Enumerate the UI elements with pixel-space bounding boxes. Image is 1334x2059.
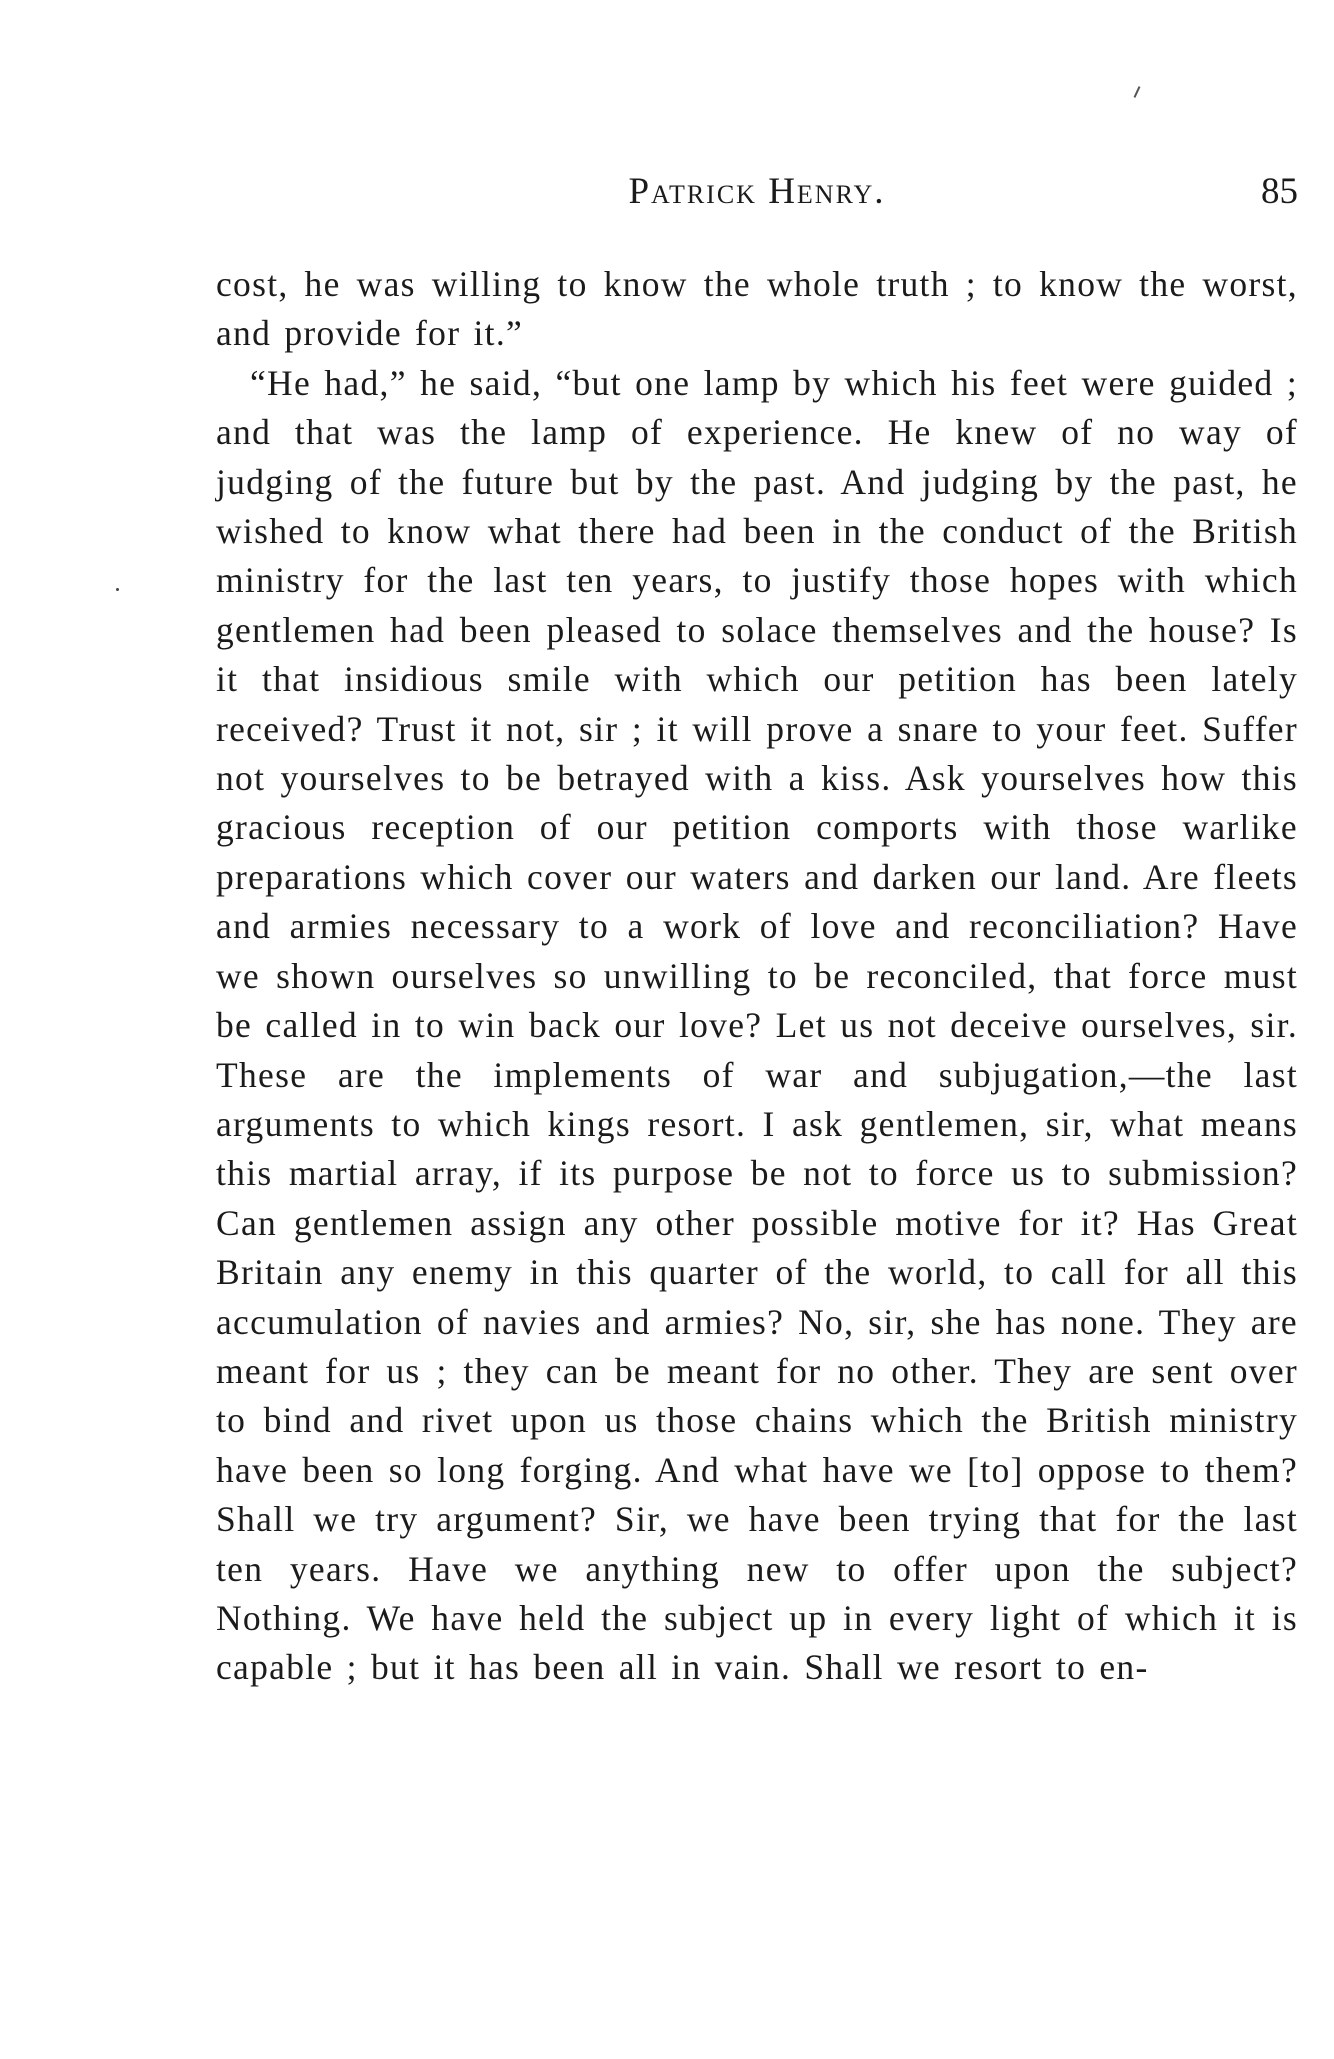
scan-speck [116,588,119,591]
paragraph-speech: “He had,” he said, “but one lamp by which his feet were guided ; and that was the lamp of experience. He knew of no way of judging of the future but by the past. And judging by the past, he wished to know what there had been in the conduct of the British ministry for the last ten years, to justify those hopes with which gentlemen had been pleased to solace themselves and the house? Is it that insidious smile with which our petition has been lately received? Trust it not, sir ; it will prove a snare to your feet. Suffer not yourselves to be betrayed with a kiss. Ask yourselves how this gracious reception of our petition comports with those warlike preparations which cover our waters and darken our land. Are fleets and armies necessary to a work of love and reconciliation? Have we shown ourselves so unwilling to be reconciled, that force must be called in to win back our love? Let us not deceive ourselves, sir. These are the implements of war and subjugation,—the last arguments to which kings resort. I ask gentlemen, sir, what means this martial array, if its purpose be not to force us to submission? Can gentlemen assign any other possible motive for it? Has Great Britain any enemy in this quarter of the world, to call for all this accumulation of navies and armies? No, sir, she has none. They are meant for us ; they can be meant for no other. They are sent over to bind and rivet upon us those chains which the British ministry have been so long forging. And what have we [to] oppose to them? Shall we try argument? Sir, we have been trying that for the last ten years. Have we anything new to offer upon the subject? Nothing. We have held the subject up in every light of which it is capable ; but it has been all in vain. Shall we resort to en- [216,362,1298,1688]
running-head: Patrick Henry. [628,171,886,212]
body-text [216,260,1298,1693]
page-header [216,168,1298,216]
paragraph-continuation: cost, he was willing to know the whole truth ; to know the worst, and provide for it.” [216,264,1298,354]
page-number: 85 [1261,171,1298,212]
scan-mark [1134,86,1141,98]
